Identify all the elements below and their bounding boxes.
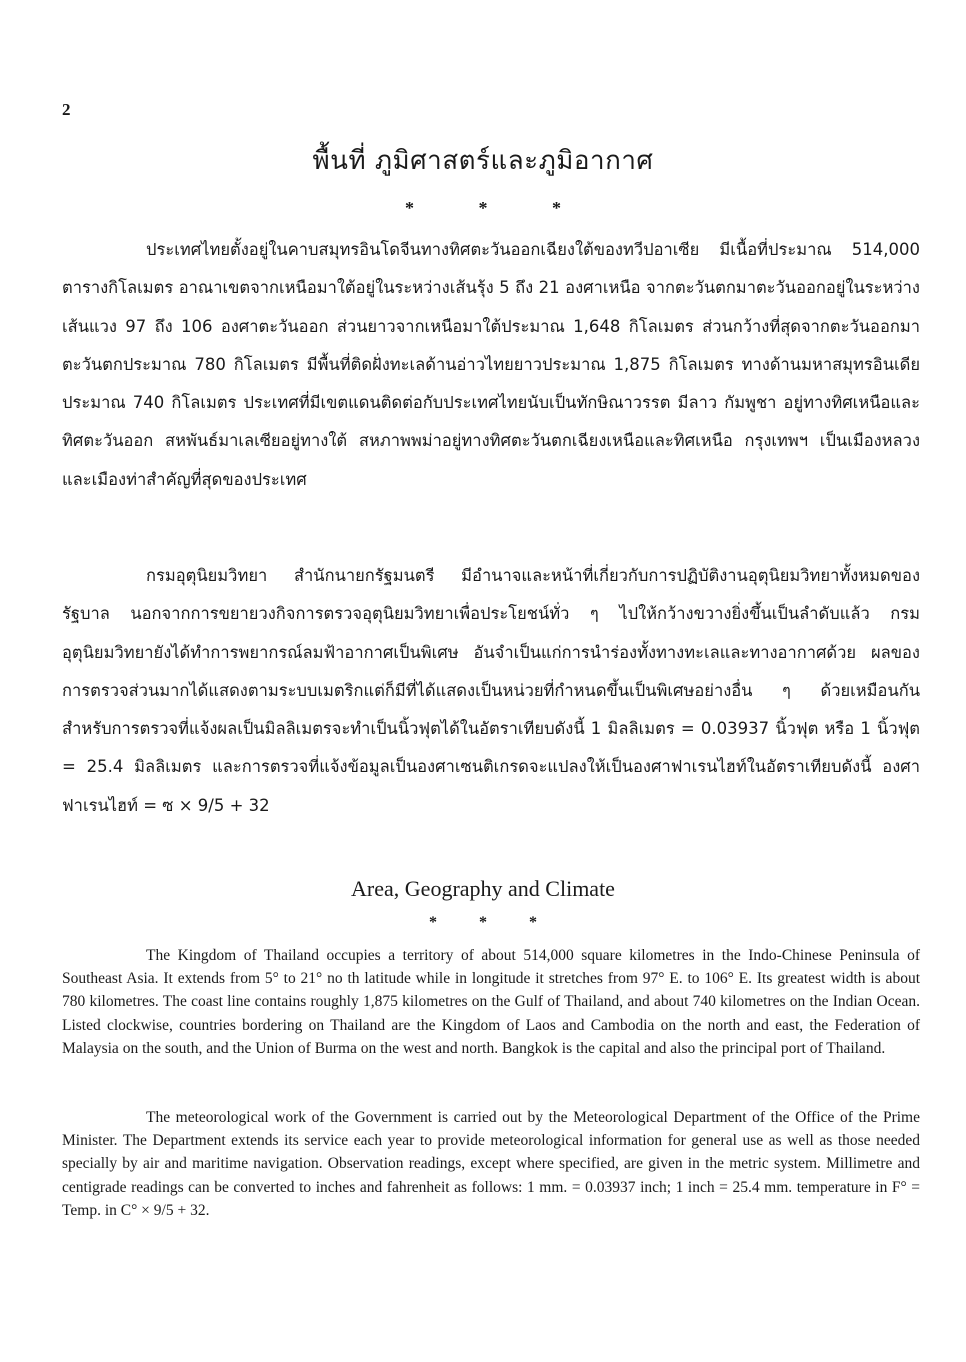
english-paragraph-text: The Kingdom of Thailand occupies a territory of about 514,000 square kilometres in the Indo-Chinese Peninsula of Southeast Asia. It extends from 5° to 21° no th latitude while in longitude it stretches from 97° E. to 106° E. Its greatest width is about 780 kilometres. The coast line contains roughly 1,875 kilometres on the Gulf of Thailand, and about 740 kilometres on the Indian Ocean. Listed clockwise, countries bordering on Thailand are the Kingdom of Laos and Cambodia on the north and east, the Federation of Malaysia on the south, and the Union of Burma on the west and north. Bangkok is the capital and also the principal port of Thailand.	[62, 947, 920, 1057]
page-number: 2	[62, 100, 71, 119]
english-body-paragraph-2	[62, 1106, 920, 1222]
thai-section-divider: * * *	[405, 198, 561, 218]
english-section-divider: * * *	[429, 914, 537, 931]
thai-section-title: พื้นที่ ภูมิศาสตร์และภูมิอากาศ	[312, 146, 654, 176]
thai-body-paragraph-1	[62, 231, 920, 499]
english-body-paragraph-1	[62, 944, 920, 1060]
thai-body-paragraph-2	[62, 557, 920, 825]
thai-paragraph-text: กรมอุตุนิยมวิทยา สำนักนายกรัฐมนตรี มีอำนาจและหน้าที่เกี่ยวกับการปฏิบัติงานอุตุนิยมวิทยาทั้งหมดของรัฐบาล นอกจากการขยายวงกิจการตรวจอุตุนิยมวิทยาเพื่อประโยชน์ทั่ว ๆ ไปให้กว้างขวางยิ่งขึ้นเป็นลำดับแล้ว กรมอุตุนิยมวิทยายังได้ทำการพยากรณ์ลมฟ้าอากาศเป็นพิเศษ อันจำเป็นแก่การนำร่องทั้งทางทะเลและทางอากาศด้วย ผลของการตรวจส่วนมากได้แสดงตามระบบเมตริกแต่ก็มีที่ได้แสดงเป็นหน่วยที่กำหนดขึ้นเป็นพิเศษอย่างอื่น ๆ ด้วยเหมือนกัน สำหรับการตรวจที่แจ้งผลเป็นมิลลิเมตรจะทำเป็นนิ้วฟุตได้ในอัตราเทียบดังนี้ 1 มิลลิเมตร = 0.03937 นิ้วฟุต หรือ 1 นิ้วฟุต = 25.4 มิลลิเมตร และการตรวจที่แจ้งข้อมูลเป็นองศาเซนติเกรดจะแปลงให้เป็นองศาฟาเรนไฮท์ในอัตราเทียบดังนี้ องศาฟาเรนไฮท์ = ซ × 9/5 + 32	[62, 566, 920, 815]
english-paragraph-text: The meteorological work of the Government is carried out by the Meteorological Department of the Office of the Prime Minister. The Department extends its service each year to provide meteorological information for general use as well as those needed specially by air and maritime navigation. Observation readings, except where specified, are given in the metric system. Millimetre and centigrade readings can be converted to inches and fahrenheit as follows: 1 mm. = 0.03937 inch; 1 inch = 25.4 mm. temperature in F° = Temp. in C° × 9/5 + 32.	[62, 1109, 920, 1219]
thai-paragraph-text: ประเทศไทยตั้งอยู่ในคาบสมุทรอินโดจีนทางทิศตะวันออกเฉียงใต้ของทวีปอาเซีย มีเนื้อที่ประมาณ 514,000 ตารางกิโลเมตร อาณาเขตจากเหนือมาใต้อยู่ในระหว่างเส้นรุ้ง 5 ถึง 21 องศาเหนือ จากตะวันตกมาตะวันออกอยู่ในระหว่างเส้นแวง 97 ถึง 106 องศาตะวันออก ส่วนยาวจากเหนือมาใต้ประมาณ 1,648 กิโลเมตร ส่วนกว้างที่สุดจากตะวันออกมาตะวันตกประมาณ 780 กิโลเมตร มีพื้นที่ติดฝั่งทะเลด้านอ่าวไทยยาวประมาณ 1,875 กิโลเมตร ทางด้านมหาสมุทรอินเดียประมาณ 740 กิโลเมตร ประเทศที่มีเขตแดนติดต่อกับประเทศไทยนับเป็นทักษิณาวรรต มีลาว กัมพูชา อยู่ทางทิศเหนือและทิศตะวันออก สหพันธ์มาเลเซียอยู่ทางใต้ สหภาพพม่าอยู่ทางทิศตะวันตกเฉียงเหนือและทิศเหนือ กรุงเทพฯ เป็นเมืองหลวงและเมืองท่าสำคัญที่สุดของประเทศ	[62, 240, 920, 489]
english-section-title: Area, Geography and Climate	[351, 876, 615, 901]
